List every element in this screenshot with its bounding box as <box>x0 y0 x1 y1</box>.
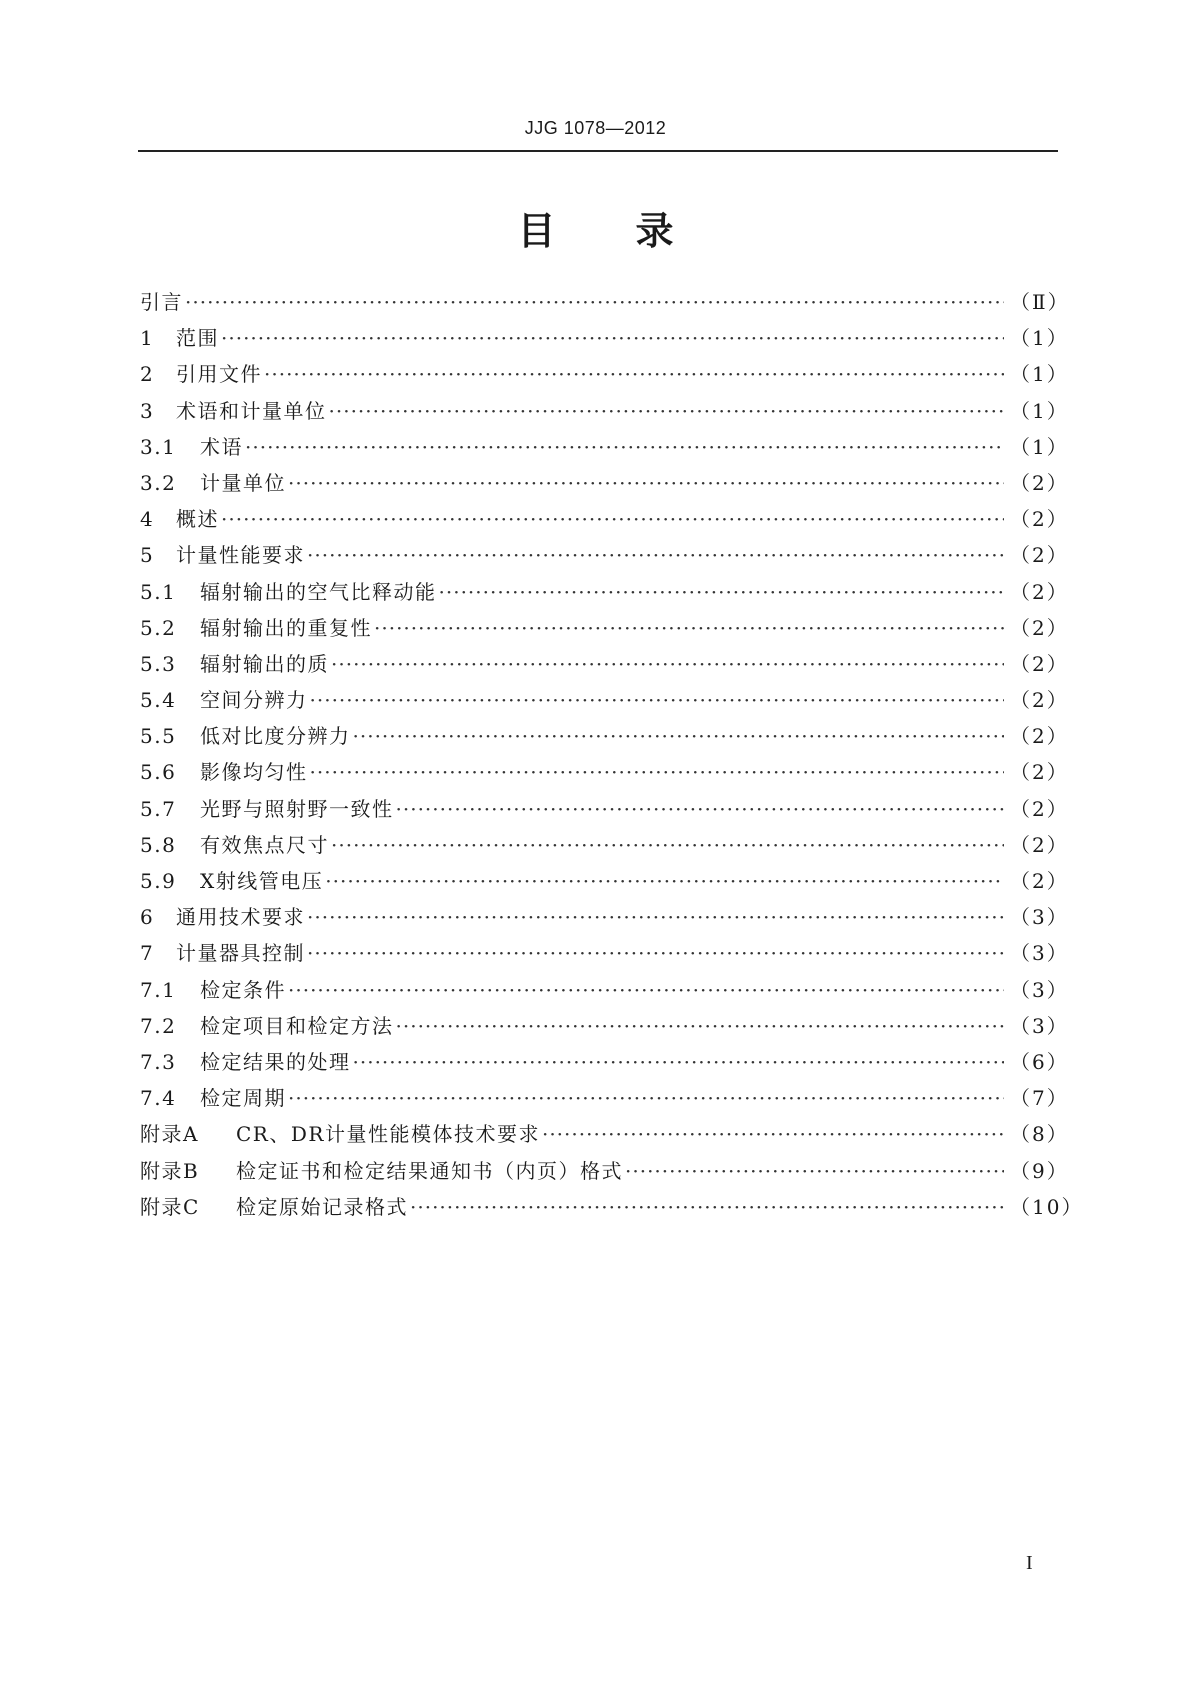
toc-dot-leader <box>396 1014 1005 1038</box>
toc-entry-number: 5.2 <box>140 615 177 640</box>
toc-entry[interactable] <box>140 684 1069 720</box>
toc-entry[interactable] <box>140 539 1069 575</box>
toc-entry[interactable] <box>140 937 1069 973</box>
toc-entry[interactable] <box>140 793 1069 829</box>
toc-entry-title: 引用文件 <box>176 362 262 387</box>
toc-entry-page: （2） <box>1010 832 1069 857</box>
toc-entry-title: 辐射输出的重复性 <box>200 615 372 640</box>
toc-dot-leader <box>331 833 1004 857</box>
toc-entry-number: 3 <box>140 398 155 423</box>
header-rule <box>138 150 1058 152</box>
toc-entry[interactable] <box>140 901 1069 937</box>
toc-entry-page: （2） <box>1010 470 1069 495</box>
toc-entry[interactable] <box>140 829 1069 865</box>
document-header: JJG 1078—2012 <box>524 118 667 138</box>
toc-entry-page: （3） <box>1010 1013 1069 1038</box>
toc-entry-page: （2） <box>1010 651 1069 676</box>
toc-entry-page: （7） <box>1010 1086 1069 1111</box>
toc-entry-page: （2） <box>1010 760 1069 785</box>
toc-entry-number: 1 <box>140 326 155 351</box>
toc-entry-title: 概述 <box>176 507 219 532</box>
toc-dot-leader <box>307 543 1004 567</box>
toc-dot-leader <box>410 1195 1004 1219</box>
toc-entry-page: （2） <box>1010 796 1069 821</box>
toc-entry-page: （2） <box>1010 724 1069 749</box>
toc-entry-title: 范围 <box>176 326 219 351</box>
toc-entry[interactable] <box>140 395 1069 431</box>
toc-dot-leader <box>221 326 1004 350</box>
toc-entry[interactable] <box>140 865 1069 901</box>
toc-entry-page: （2） <box>1010 579 1069 604</box>
toc-entry-page: （2） <box>1010 615 1069 640</box>
toc-entry-title: 检定结果的处理 <box>200 1049 351 1074</box>
toc-dot-leader <box>307 905 1004 929</box>
toc-entry-number: 3.2 <box>140 470 177 495</box>
toc-entry-number: 5.6 <box>140 760 177 785</box>
toc-entry[interactable] <box>140 1046 1069 1082</box>
toc-entry-title: 计量单位 <box>200 470 286 495</box>
toc-entry-title: 辐射输出的质 <box>200 651 329 676</box>
toc-dot-leader <box>329 399 1005 423</box>
toc-entry-page: （3） <box>1010 941 1069 966</box>
toc-entry-title: 检定项目和检定方法 <box>200 1013 394 1038</box>
toc-entry-number: 5 <box>140 543 155 568</box>
toc-entry-title: 检定原始记录格式 <box>236 1194 408 1219</box>
toc-entry-page: （1） <box>1010 398 1069 423</box>
toc-dot-leader <box>310 760 1005 784</box>
toc-entry-title: 辐射输出的空气比释动能 <box>200 579 437 604</box>
toc-entry-title: 检定周期 <box>200 1086 286 1111</box>
toc-entry-page: （6） <box>1010 1049 1069 1074</box>
toc-entry-number: 5.1 <box>140 579 177 604</box>
toc-dot-leader <box>288 1086 1004 1110</box>
toc-entry-title: 空间分辨力 <box>200 688 308 713</box>
toc-dot-leader <box>625 1159 1004 1183</box>
toc-entry[interactable] <box>140 1155 1069 1191</box>
toc-entry-page: （1） <box>1010 326 1069 351</box>
toc-entry-title: 影像均匀性 <box>200 760 308 785</box>
toc-entry-page: （3） <box>1010 977 1069 1002</box>
toc-dot-leader <box>331 652 1004 676</box>
toc-entry-title: X射线管电压 <box>200 869 324 893</box>
toc-dot-leader <box>542 1122 1004 1146</box>
toc-entry-page: （9） <box>1010 1158 1069 1183</box>
toc-entry-page: （2） <box>1010 869 1069 893</box>
toc-entry-number: 5.8 <box>140 832 177 857</box>
toc-entry[interactable] <box>140 431 1069 467</box>
toc-entry[interactable] <box>140 756 1069 792</box>
toc-entry-page: （2） <box>1010 543 1069 568</box>
toc-dot-leader <box>353 1050 1005 1074</box>
toc-entry-number: 2 <box>140 362 155 387</box>
toc-entry-title: 检定条件 <box>200 977 286 1002</box>
toc-dot-leader <box>307 941 1004 965</box>
toc-entry-number: 附录B <box>140 1158 200 1183</box>
toc-entry-number: 5.3 <box>140 651 177 676</box>
toc-entry[interactable] <box>140 322 1069 358</box>
toc-title: 目录 <box>517 209 754 253</box>
toc-dot-leader <box>439 580 1005 604</box>
toc-entry-title: 检定证书和检定结果通知书（内页）格式 <box>236 1158 623 1183</box>
toc-entry-page: （3） <box>1010 905 1069 930</box>
toc-entry[interactable] <box>140 974 1069 1010</box>
toc-entry-number: 附录A <box>140 1122 199 1147</box>
toc-entry-title: CR、DR计量性能模体技术要求 <box>236 1122 540 1147</box>
toc-entry-number: 5.9 <box>140 869 177 893</box>
toc-entry-number: 5.5 <box>140 724 177 749</box>
toc-dot-leader <box>288 471 1004 495</box>
toc-entry-title: 计量器具控制 <box>176 941 305 966</box>
toc-dot-leader <box>374 616 1004 640</box>
toc-entry-title: 通用技术要求 <box>176 905 305 930</box>
toc-entry[interactable] <box>140 1191 1084 1227</box>
toc-entry-page: （10） <box>1010 1194 1084 1219</box>
toc-dot-leader <box>221 507 1004 531</box>
toc-entry-title: 低对比度分辨力 <box>200 724 351 749</box>
toc-dot-leader <box>288 978 1004 1002</box>
toc-entry[interactable] <box>140 286 1070 322</box>
toc-entry-number: 附录C <box>140 1194 200 1219</box>
toc-entry-page: （8） <box>1010 1122 1069 1147</box>
toc-entry-number: 4 <box>140 507 155 532</box>
toc-dot-leader <box>396 797 1005 821</box>
toc-entry-number: 5.7 <box>140 796 177 821</box>
toc-entry[interactable] <box>140 720 1069 756</box>
toc-entry[interactable] <box>140 503 1069 539</box>
toc-entry[interactable] <box>140 1118 1069 1154</box>
toc-entry-title: 计量性能要求 <box>176 543 305 568</box>
toc-entry-number: 7.2 <box>140 1013 177 1038</box>
toc-entry[interactable] <box>140 358 1069 394</box>
toc-entry-number: 3.1 <box>140 434 177 459</box>
toc-dot-leader <box>325 869 1004 893</box>
toc-entry[interactable] <box>140 648 1069 684</box>
toc-entry-title: 术语 <box>200 434 243 459</box>
toc-entry-title: 有效焦点尺寸 <box>200 832 329 857</box>
toc-entry[interactable] <box>140 467 1069 503</box>
toc-entry[interactable] <box>140 1010 1069 1046</box>
toc-entry-title: 光野与照射野一致性 <box>200 796 394 821</box>
toc-dot-leader <box>353 724 1005 748</box>
toc-entry-page: （2） <box>1010 688 1069 713</box>
toc-dot-leader <box>264 362 1004 386</box>
toc-entry-title: 引言 <box>140 290 183 314</box>
toc-dot-leader <box>310 688 1005 712</box>
toc-entry-page: （1） <box>1010 362 1069 387</box>
toc-entry-page: （Ⅱ） <box>1010 290 1070 314</box>
toc-entry-page: （2） <box>1010 507 1069 532</box>
toc-entry-number: 7 <box>140 941 155 966</box>
toc-entry-page: （1） <box>1010 434 1069 459</box>
toc-entry-number: 5.4 <box>140 688 177 713</box>
toc-dot-leader <box>245 435 1004 459</box>
table-of-contents <box>140 286 1084 1227</box>
toc-entry-number: 7.4 <box>140 1086 177 1111</box>
toc-entry-number: 6 <box>140 905 155 930</box>
page-number: I <box>1026 1552 1033 1574</box>
toc-entry-number: 7.1 <box>140 977 177 1002</box>
toc-entry[interactable] <box>140 576 1069 612</box>
toc-entry[interactable] <box>140 612 1069 648</box>
toc-entry[interactable] <box>140 1082 1069 1118</box>
toc-entry-title: 术语和计量单位 <box>176 398 327 423</box>
toc-dot-leader <box>185 290 1004 314</box>
toc-entry-number: 7.3 <box>140 1049 177 1074</box>
